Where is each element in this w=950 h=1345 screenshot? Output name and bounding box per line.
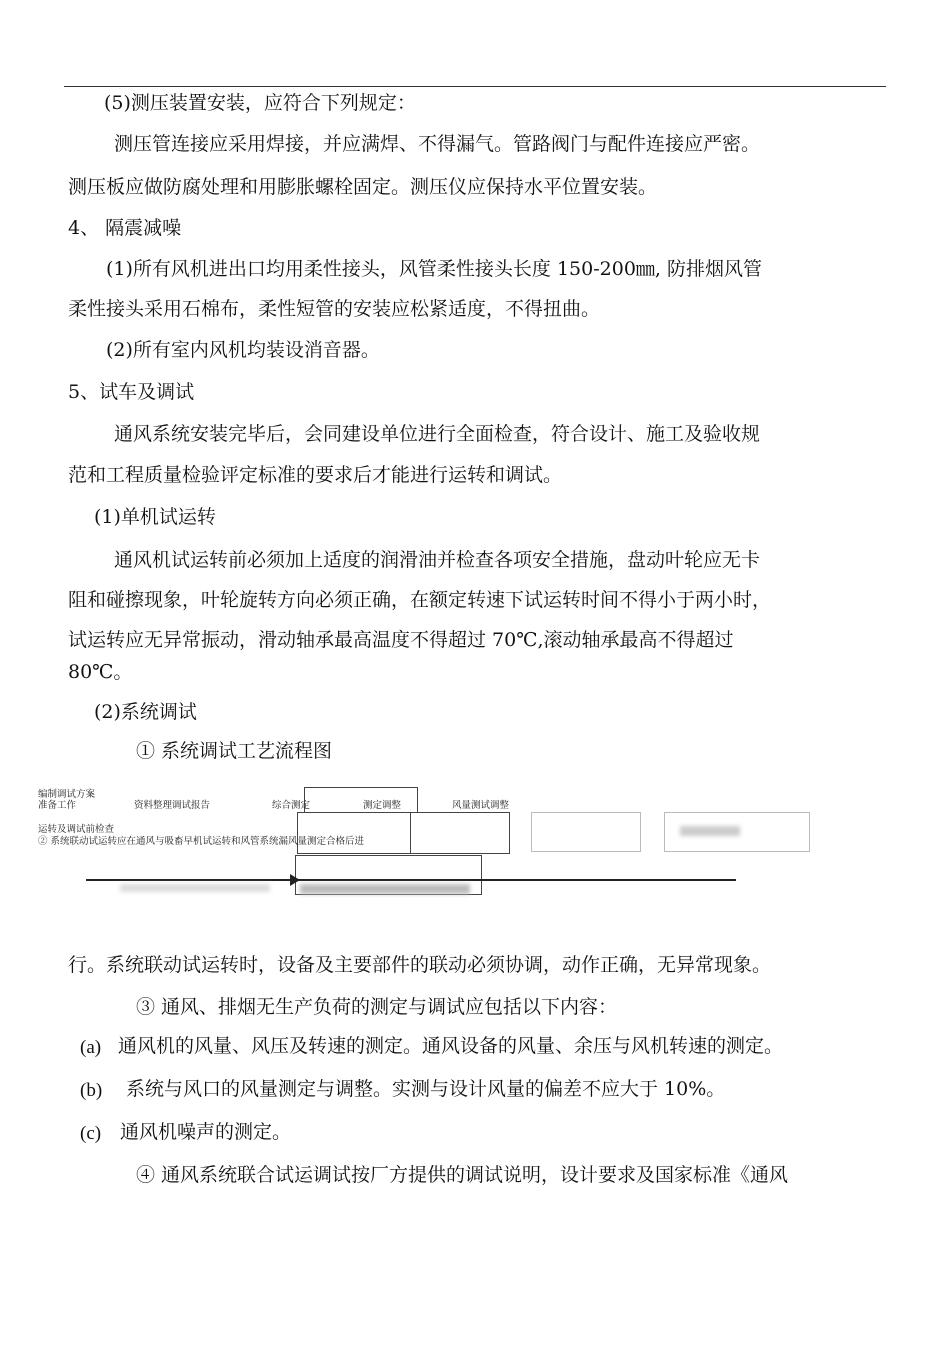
para-joint-run: ④ 通风系统联合试运调试按厂方提供的调试说明，设计要求及国家标准《通风 [136, 1164, 789, 1186]
flow-label-airflow: 风量测试调整 [452, 800, 510, 811]
para-4-1-line2: 柔性接头采用石棉布，柔性短管的安装应松紧适度，不得扭曲。 [68, 298, 601, 320]
item-a-label: (a) [80, 1037, 102, 1058]
subheading-single-run: (1)单机试运转 [94, 506, 216, 528]
item-a-text: 通风机的风量、风压及转速的测定。通风设备的风量、余压与风机转速的测定。 [118, 1035, 784, 1057]
subheading-system-debug: (2)系统调试 [94, 701, 197, 723]
flow-arrowhead [290, 874, 300, 886]
para-fan-line4: 80℃。 [68, 661, 133, 683]
item-b-label: (b) [80, 1080, 103, 1101]
para-no-load-intro: ③ 通风、排烟无生产负荷的测定与调试应包括以下内容： [136, 996, 618, 1018]
subheading-flowchart: ① 系统调试工艺流程图 [136, 740, 333, 762]
item-c-text: 通风机噪声的测定。 [120, 1121, 292, 1143]
para-5-intro: (5)测压装置安装，应符合下列规定： [104, 92, 416, 114]
flow-label-linkage: ② 系统联动试运转应在通风与吸畜早机试运转和风管系统漏风量测定合格后进 [38, 836, 365, 847]
header-rule [64, 86, 886, 87]
heading-5: 5、试车及调试 [68, 381, 195, 403]
para-4-1-line1: (1)所有风机进出口均用柔性接头，风管柔性接头长度 150-200㎜, 防排烟风管 [106, 258, 762, 280]
para-fan-line3: 试运转应无异常振动，滑动轴承最高温度不得超过 70℃,滚动轴承最高不得超过 [68, 629, 734, 651]
flow-main-line [86, 879, 736, 881]
blurred-text-2 [120, 884, 270, 892]
para-fan-line1: 通风机试运转前必须加上适度的润滑油并检查各项安全措施，盘动叶轮应无卡 [114, 549, 761, 571]
blurred-text [300, 884, 470, 894]
item-c-label: (c) [80, 1123, 102, 1144]
flow-label-prep: 准备工作 [38, 800, 77, 811]
flow-label-comprehensive: 综合测定 [272, 800, 311, 811]
flow-label-check: 运转及调试前检查 [38, 824, 115, 835]
flow-box-3 [531, 812, 641, 852]
item-b-text: 系统与风口的风量测定与调整。实测与设计风量的偏差不应大于 10%。 [126, 1078, 726, 1100]
para-pressure-pipe: 测压管连接应采用焊接，并应满焊、不得漏气。管路阀门与配件连接应严密。 [114, 133, 761, 155]
para-pressure-board: 测压板应做防腐处理和用膨胀螺栓固定。测压仪应保持水平位置安装。 [68, 176, 658, 198]
heading-4: 4、 隔震减噪 [68, 217, 182, 239]
para-5-line2: 范和工程质量检验评定标准的要求后才能进行运转和调试。 [68, 464, 563, 486]
flow-label-adjust: 测定调整 [363, 800, 402, 811]
para-fan-line2: 阻和碰擦现象，叶轮旋转方向必须正确，在额定转速下试运转时间不得小于两小时， [68, 589, 772, 611]
para-linkage: 行。系统联动试运转时，设备及主要部件的联动必须协调，动作正确，无异常现象。 [68, 954, 772, 976]
blurred-text-3 [680, 826, 740, 836]
flow-label-plan: 编制调试方案 [38, 789, 96, 800]
para-4-2: (2)所有室内风机均装设消音器。 [106, 339, 380, 361]
flow-box-2 [410, 812, 510, 854]
flow-label-report: 资料整理调试报告 [134, 800, 211, 811]
para-5-line1: 通风系统安装完毕后，会同建设单位进行全面检查，符合设计、施工及验收规 [114, 423, 761, 445]
